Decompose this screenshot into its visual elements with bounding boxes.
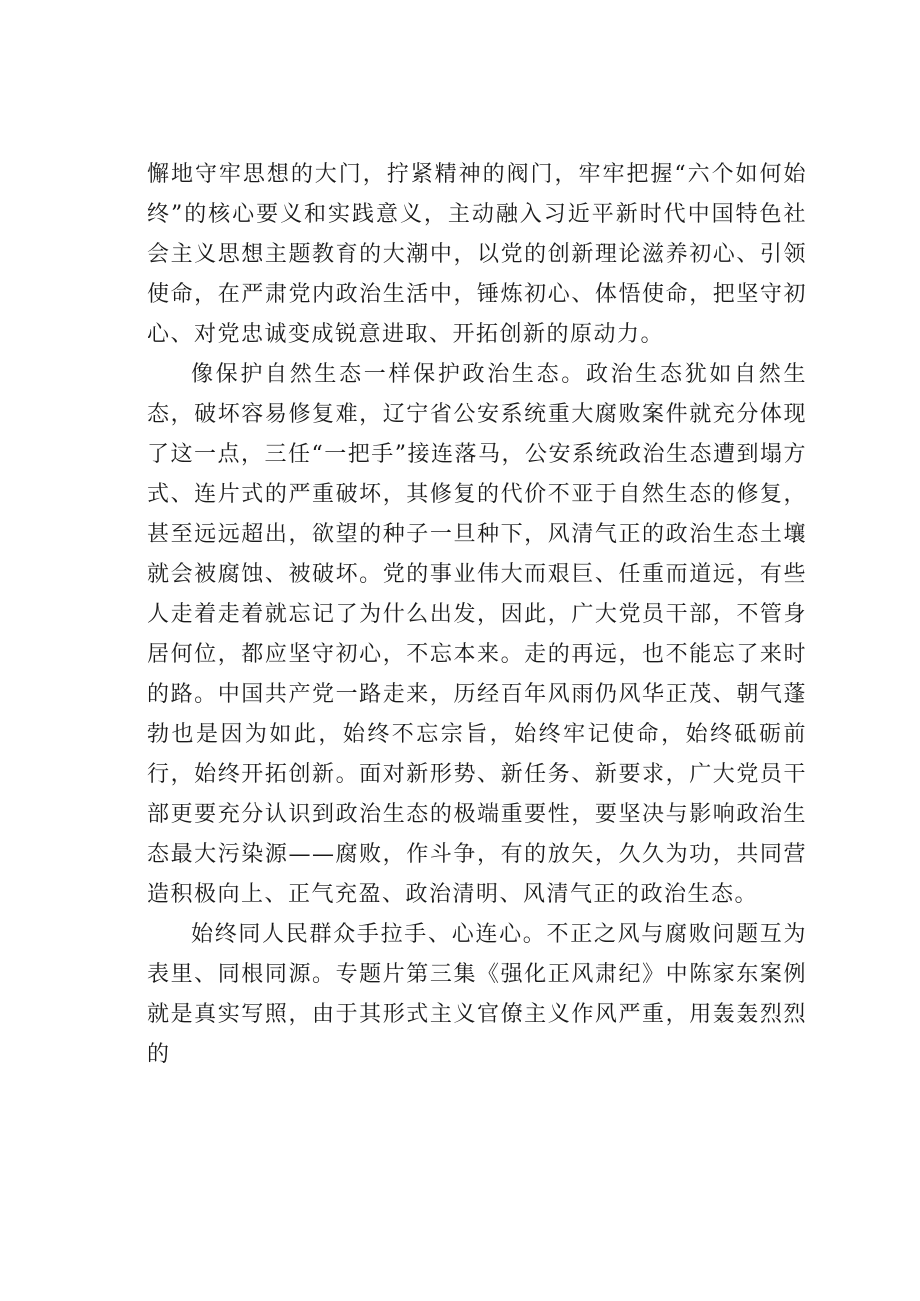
document-body	[147, 155, 807, 1075]
paragraph-political-ecology: 像保护自然生态一样保护政治生态。政治生态犹如自然生态，破坏容易修复难，辽宁省公安系统重大腐败案件就充分体现了这一点，三任“一把手”接连落马，公安系统政治生态遭到塌方式、连片式的严重破坏，其修复的代价不亚于自然生态的修复，甚至远远超出，欲望的种子一旦种下，风清气正的政治生态土壤就会被腐蚀、被破坏。党的事业伟大而艰巨、任重而道远，有些人走着走着就忘记了为什么出发，因此，广大党员干部，不管身居何位，都应坚守初心，不忘本来。走的再远，也不能忘了来时的路。中国共产党一路走来，历经百年风雨仍风华正茂、朝气蓬勃也是因为如此，始终不忘宗旨，始终牢记使命，始终砥砺前行，始终开拓创新。面对新形势、新任务、新要求，广大党员干部更要充分认识到政治生态的极端重要性，要坚决与影响政治生态最大污染源——腐败，作斗争，有的放矢，久久为功，共同营造积极向上、正气充盈、政治清明、风清气正的政治生态。	[147, 362, 807, 907]
paragraph-people-connection: 始终同人民群众手拉手、心连心。不正之风与腐败问题互为表里、同根同源。专题片第三集《强化正风肃纪》中陈家东案例就是真实写照，由于其形式主义官僚主义作风严重，用轰轰烈烈的	[147, 922, 807, 1067]
paragraph-continuation: 懈地守牢思想的大门，拧紧精神的阀门，牢牢把握“六个如何始终”的核心要义和实践意义，主动融入习近平新时代中国特色社会主义思想主题教育的大潮中，以党的创新理论滋养初心、引领使命，在严肃党内政治生活中，锤炼初心、体悟使命，把坚守初心、对党忠诚变成锐意进取、开拓创新的原动力。	[147, 162, 807, 347]
